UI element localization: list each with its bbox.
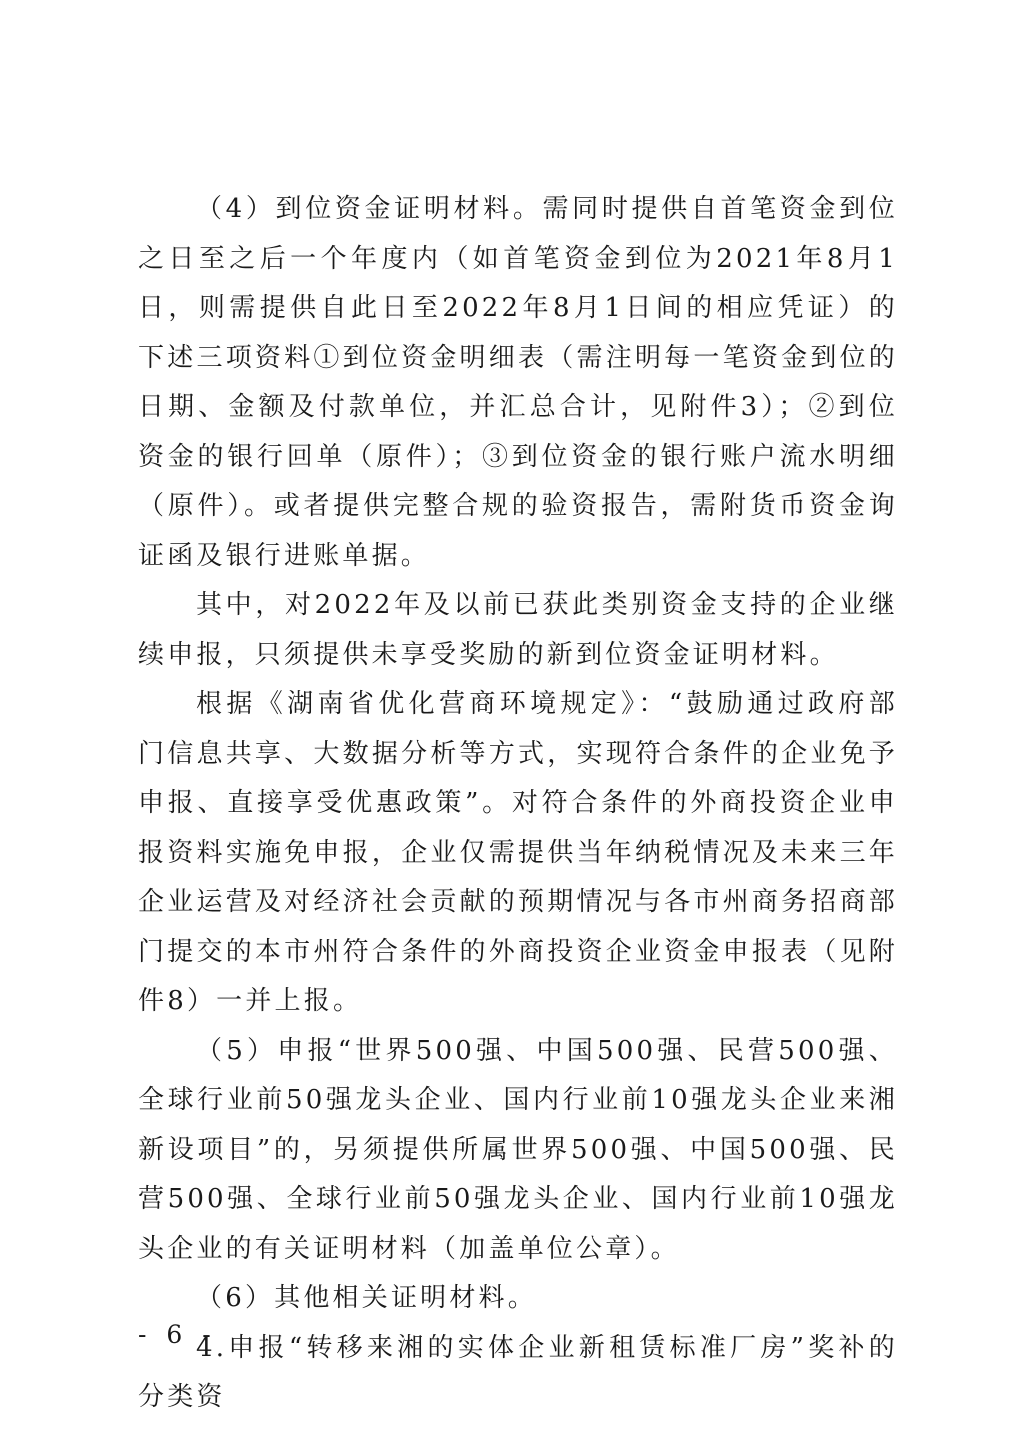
paragraph-item-4: （4）到位资金证明材料。需同时提供自首笔资金到位之日至之后一个年度内（如首笔资金到位为2021年8月1日，则需提供自此日至2022年8月1日间的相应凭证）的下述三项资料①到位资金明细表（需注明每一笔资金到位的日期、金额及付款单位，并汇总合计，见附件3）；②到位资金的银行回单（原件）；③到位资金的银行账户流水明细（原件）。或者提供完整合规的验资报告，需附货币资金询证函及银行进账单据。 (138, 194, 898, 571)
paragraph-exemption-rule: 根据《湖南省优化营商环境规定》：“鼓励通过政府部门信息共享、大数据分析等方式，实现符合条件的企业免予申报、直接享受优惠政策”。对符合条件的外商投资企业申报资料实施免申报，企业仅需提供当年纳税情况及未来三年企业运营及对经济社会贡献的预期情况与各市州商务招商部门提交的本市州符合条件的外商投资企业资金申报表（见附件8）一并上报。 (138, 689, 898, 1016)
paragraph-item-6: （6）其他相关证明材料。 (196, 1283, 537, 1313)
paragraph-previously-supported: 其中，对2022年及以前已获此类别资金支持的企业继续申报，只须提供未享受奖励的新到位资金证明材料。 (138, 590, 898, 670)
paragraph-section-4: 4.申报“转移来湘的实体企业新租赁标准厂房”奖补的分类资 (138, 1332, 898, 1412)
paragraph-item-5: （5）申报“世界500强、中国500强、民营500强、全球行业前50强龙头企业、国内行业前10强龙头企业来湘新设项目”的，另须提供所属世界500强、中国500强、民营500强、全球行业前50强龙头企业、国内行业前10强龙头企业的有关证明材料（加盖单位公章）。 (138, 1035, 898, 1264)
document-body (138, 185, 898, 1423)
page-number: - 6 - (138, 1320, 217, 1349)
